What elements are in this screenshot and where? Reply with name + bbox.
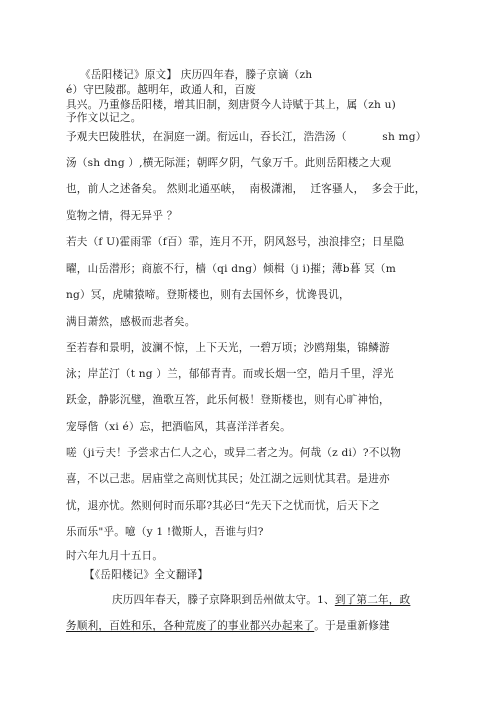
translation-line-1-underlined: 到了第二年，政 (334, 594, 411, 606)
body-line-5: 若夫（f U)霍雨霏（f百）霏，连月不开，阴风怒号，浊浪排空；日星隐 (66, 236, 405, 248)
body-line-9: 至若春和景明，波澜不惊，上下天光，一碧万顷；沙鸥翔集，锦鳞游 (66, 342, 390, 354)
translation-line-2 (66, 620, 390, 633)
translation-line-1-plain: 庆历四年春天，滕子京降职到岳州做太守。1、 (112, 594, 335, 606)
body-line-13: 嗟（ji亏夫！予尝求古仁人之心，或异二者之为。何哉（z di）?不以物 (66, 447, 402, 459)
body-line-6: 曜，山岳潜形；商旅不行，樯（qi dng）倾楫（j i)摧；薄b暮 冥（m (66, 263, 396, 275)
translation-line-2-plain: 。于是重新修建 (314, 620, 390, 632)
body-line-15: 忧，退亦忧。然则何时而乐耶?其必曰“先天下之忧而忧，后天下之 (66, 500, 380, 512)
body-line-16: 乐而乐"乎。噫（y 1 !微斯人，吾谁与归? (66, 526, 264, 538)
body-line-2: 汤（sh dng ）,横无际涯；朝晖夕阴，气象万千。此则岳阳楼之大观 (66, 157, 391, 169)
body-line-3: 也，前人之述备矣。 然则北通巫峡， 南极潇湘， 迁客骚人， 多会于此， (66, 183, 426, 195)
body-line-10: 泳；岸芷汀（t ng ）兰，郁郁青青。而或长烟一空，皓月千里，浮光 (66, 368, 394, 380)
body-line-8: 满目萧然，感极而悲者矣。 (66, 316, 196, 328)
header-line-4: 予作文以记之。 (66, 112, 142, 124)
date-line: 时六年九月十五日。 (66, 550, 164, 562)
translation-line-2-underlined: 务顺利，百姓和乐，各种荒废了的事业都兴办起来了 (66, 620, 315, 632)
translation-heading: 【《岳阳楼记》全文翻译】 (84, 569, 209, 581)
header-line-3: 具兴。乃重修岳阳楼，增其旧制，刻唐贤今人诗赋于其上，属（zh u) (66, 99, 396, 111)
body-line-14: 喜，不以己悲。居庙堂之高则忧其民；处江湖之远则忧其君。是进亦 (66, 473, 390, 485)
translation-line-1 (112, 594, 410, 607)
header-line-1: 《岳阳楼记》原文】 庆历四年春，滕子京谪（zh (80, 69, 313, 81)
header-line-2: é）守巴陵郡。越明年，政通人和，百废 (66, 84, 256, 96)
body-line-4: 览物之情，得无异乎 ？ (66, 210, 178, 222)
body-line-11: 跃金，静影沉璧，渔歌互答，此乐何极！登斯楼也，则有心旷神怡， (66, 394, 390, 406)
body-line-12: 宠辱偕（xi é）忘，把酒临风，其喜洋洋者矣。 (66, 421, 291, 433)
body-line-7: ng）冥，虎啸猿啼。登斯楼也，则有去国怀乡，忧谗畏讥， (66, 289, 350, 301)
body-line-1: 予观夫巴陵胜状，在洞庭一湖。衔远山，吞长江，浩浩汤（ sh mg） (66, 131, 427, 143)
